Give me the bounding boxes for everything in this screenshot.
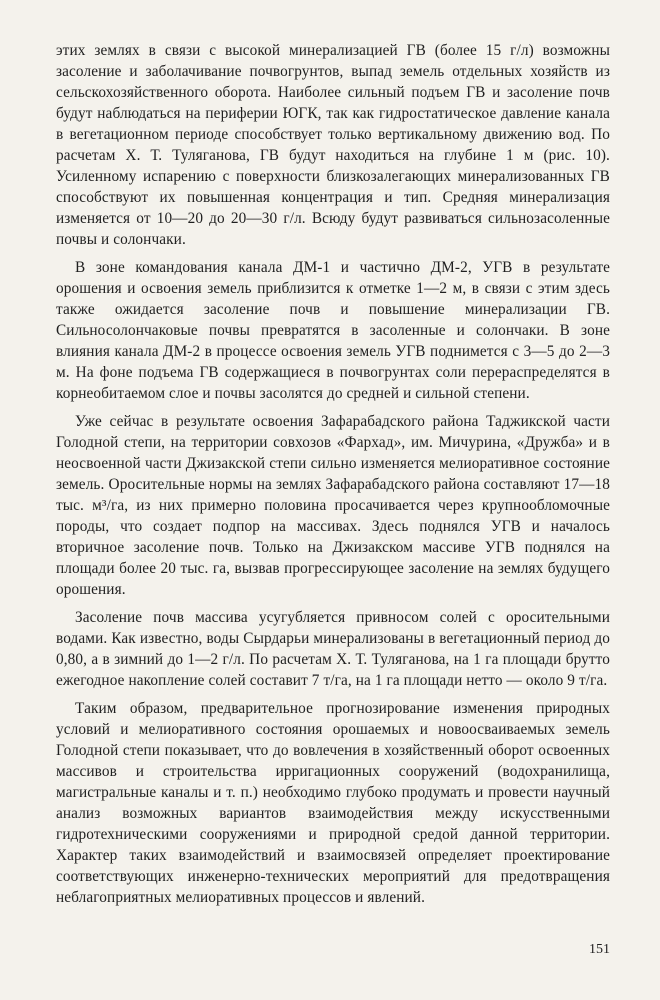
paragraph-continuation: этих землях в связи с высокой минерализацией ГВ (более 15 г/л) возможны засоление и заболачивание почвогрунтов, выпад земель отдельных хозяйств из сельскохозяйственного оборота. Наиболее сильный подъем ГВ и засоление почв будут наблюдаться на периферии ЮГК, так как гидростатическое давление канала в вегетационном периоде способствует только вертикальному движению вод. По расчетам Х. Т. Туляганова, ГВ будут находиться на глубине 1 м (рис. 10). Усиленному испарению с поверхности близкозалегающих минерализованных ГВ способствуют их повышенная концентрация и тип. Средняя минерализация изменяется от 10—20 до 20—30 г/л. Всюду будут развиваться сильнозасоленные почвы и солончаки.	[56, 42, 610, 248]
paragraph-dm-canals: В зоне командования канала ДМ-1 и частично ДМ-2, УГВ в результате орошения и освоения земель приблизится к отметке 1—2 м, в связи с этим здесь также ожидается засоление почв и повышение минерализации ГВ. Сильносолончаковые почвы превратятся в засоленные и солончаки. В зоне влияния канала ДМ-2 в процессе освоения земель УГВ поднимется с 3—5 до 2—3 м. На фоне подъема ГВ содержащиеся в почвогрунтах соли перераспределятся в корнеобитаемом слое и почвы засолятся до средней и сильной степени.	[56, 259, 610, 402]
paragraph-zafarabad: Уже сейчас в результате освоения Зафарабадского района Таджикской части Голодной степи, на территории совхозов «Фархад», им. Мичурина, «Дружба» и в неосвоенной части Джизакской степи сильно изменяется мелиоративное состояние земель. Оросительные нормы на землях Зафарабадского района составляют 17—18 тыс. м³/га, из них примерно половина просачивается через крупнообломочные породы, что создает подпор на массивах. Здесь поднялся УГВ и началось вторичное засоление почв. Только на Джизакском массиве УГВ поднялся на площади более 20 тыс. га, вызвав прогрессирующее засоление на землях будущего орошения.	[56, 413, 610, 598]
page-body	[56, 40, 610, 915]
paragraph-salt-influx: Засоление почв массива усугубляется привносом солей с оросительными водами. Как известно, воды Сырдарьи минерализованы в вегетационный период до 0,80, а в зимний до 1—2 г/л. По расчетам Х. Т. Туляганова, на 1 га площади брутто ежегодное накопление солей составит 7 т/га, на 1 га площади нетто — около 9 т/га.	[56, 609, 610, 689]
page-number: 151	[589, 942, 610, 957]
paragraph-conclusion: Таким образом, предварительное прогнозирование изменения природных условий и мелиоративного состояния орошаемых и новоосваиваемых земель Голодной степи показывает, что до вовлечения в хозяйственный оборот освоенных массивов и строительства ирригационных сооружений (водохранилища, магистральные каналы и т. п.) необходимо глубоко продумать и провести научный анализ возможных вариантов взаимодействия между искусственными гидротехническими сооружениями и природной средой данной территории. Характер таких взаимодействий и взаимосвязей определяет проектирование соответствующих инженерно-технических мероприятий для предотвращения неблагоприятных мелиоративных процессов и явлений.	[56, 700, 610, 906]
